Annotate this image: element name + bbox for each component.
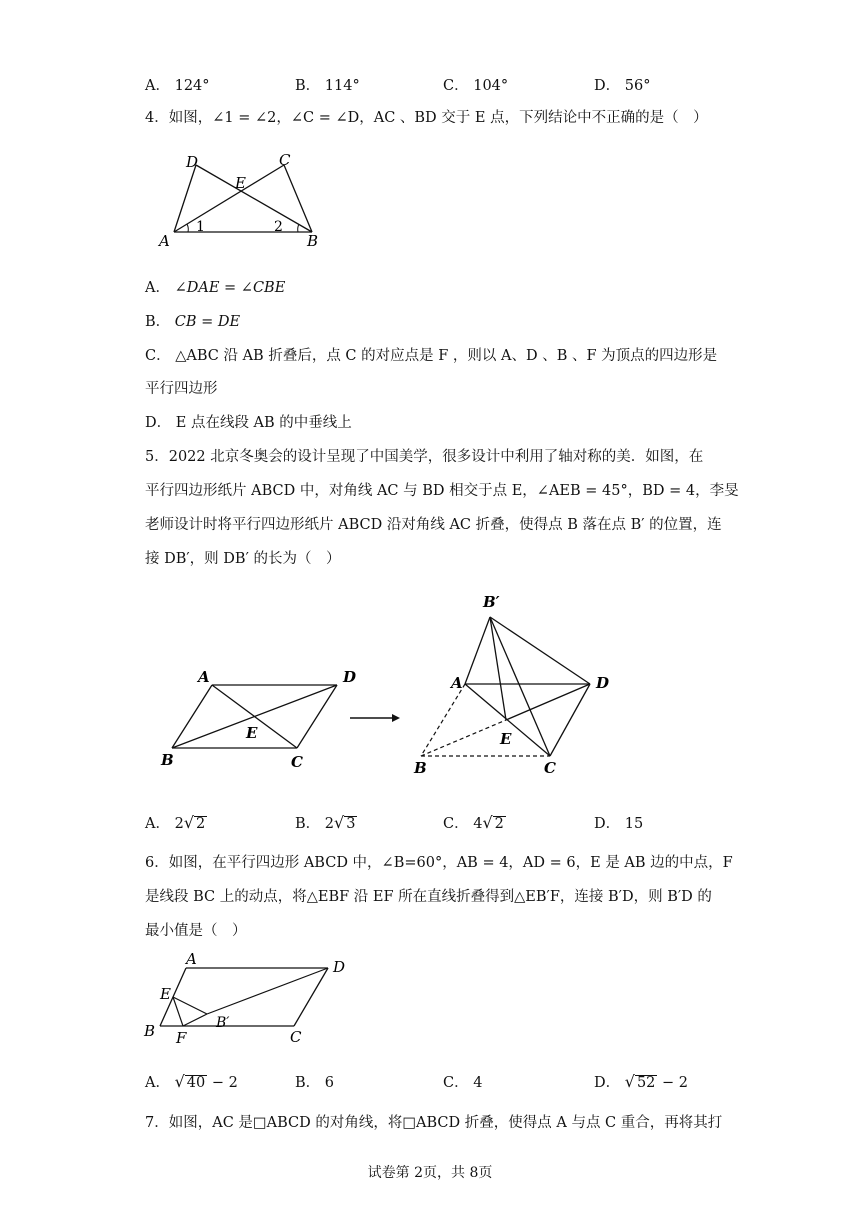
q5-option-c: C． 4√ 2 [443,813,504,832]
q7-stem: 7．如图，AC 是□ABCD 的对角线，将□ABCD 折叠，使得点 A 与点 C 重合，再将其打 [145,1115,723,1131]
q5-option-d: D． 15 [594,816,644,832]
q4-option-a: A． ∠DAE = ∠CBE [145,280,286,296]
q4-option-c-cont: 平行四边形 [145,381,218,397]
q5-right-label-e: E [500,730,512,748]
q5-option-a: A． 2√ 2 [145,813,206,832]
q5-left-label-b: B [161,751,174,769]
q5-left-label-d: D [343,668,357,686]
q5-stem-line3: 老师设计时将平行四边形纸片 ABCD 沿对角线 AC 折叠，使得点 B 落在点 B′ 的位置，连 [145,517,722,533]
q4-label-e: E [235,174,246,192]
q6-label-d: D [333,958,346,976]
q4-label-b: B [307,232,319,250]
q6-label-bprime: B′ [216,1015,230,1031]
q3-option-c: C． 104° [443,78,509,94]
q6-label-c: C [290,1028,302,1046]
q6-label-f: F [176,1029,187,1047]
q5-stem-line4: 接 DB′，则 DB′ 的长为（ ） [145,551,341,567]
q5-right-label-c: C [544,759,556,777]
q5-left-label-c: C [291,753,303,771]
q3-option-a: A． 124° [145,78,210,94]
q4-angle2-label: 2 [274,219,283,235]
q6-stem-line3: 最小值是（ ） [145,923,247,939]
q4-label-a: A [159,232,170,250]
q6-option-a: A． √ 40 − 2 [145,1072,238,1091]
q6-option-c: C． 4 [443,1075,483,1091]
q6-stem-line2: 是线段 BC 上的动点，将△EBF 沿 EF 所在直线折叠得到△EB′F，连接 B′D，则 B′D 的 [145,889,712,905]
q6-label-e: E [160,985,171,1003]
q5-figure-left [150,660,370,775]
q3-option-d: D． 56° [594,78,651,94]
q4-option-b: B． CB = DE [145,314,241,330]
q4-option-c: C． △ABC 沿 AB 折叠后，点 C 的对应点是 F ，则以 A、D 、B 、F 为顶点的四边形是 [145,348,718,364]
q5-right-label-d: D [596,674,610,692]
q5-right-label-a: A [451,674,463,692]
q6-label-a: A [186,950,197,968]
q6-label-b: B [144,1022,156,1040]
q4-label-c: C [279,151,291,169]
q4-figure [150,145,330,255]
q6-option-b: B． 6 [295,1075,334,1091]
q5-left-label-a: A [198,668,210,686]
q4-angle1-label: 1 [196,219,205,235]
q5-option-b: B． 2√ 3 [295,813,356,832]
q4-option-d: D． E 点在线段 AB 的中垂线上 [145,415,352,431]
q6-stem-line1: 6．如图，在平行四边形 ABCD 中，∠B=60°，AB = 4，AD = 6，E 是 AB 边的中点，F [145,855,733,871]
q4-stem: 4．如图，∠1 = ∠2，∠C = ∠D，AC 、BD 交于 E 点，下列结论中不正确的是（ ） [145,110,708,126]
q5-right-label-bprime: B′ [483,593,500,611]
q5-figure-right [405,590,630,780]
q5-stem-line1: 5．2022 北京冬奥会的设计呈现了中国美学，很多设计中利用了轴对称的美．如图，在 [145,449,704,465]
q6-figure [140,948,365,1048]
q5-arrow-icon [348,712,408,724]
page-footer: 试卷第 2页，共 8页 [367,1165,493,1181]
q4-label-d: D [186,153,199,171]
q5-stem-line2: 平行四边形纸片 ABCD 中，对角线 AC 与 BD 相交于点 E，∠AEB = 45°，BD = 4，李旻 [145,483,739,499]
q3-option-b: B． 114° [295,78,360,94]
q6-option-d: D． √ 52 − 2 [594,1072,688,1091]
q5-left-label-e: E [246,724,258,742]
q5-right-label-b: B [414,759,427,777]
